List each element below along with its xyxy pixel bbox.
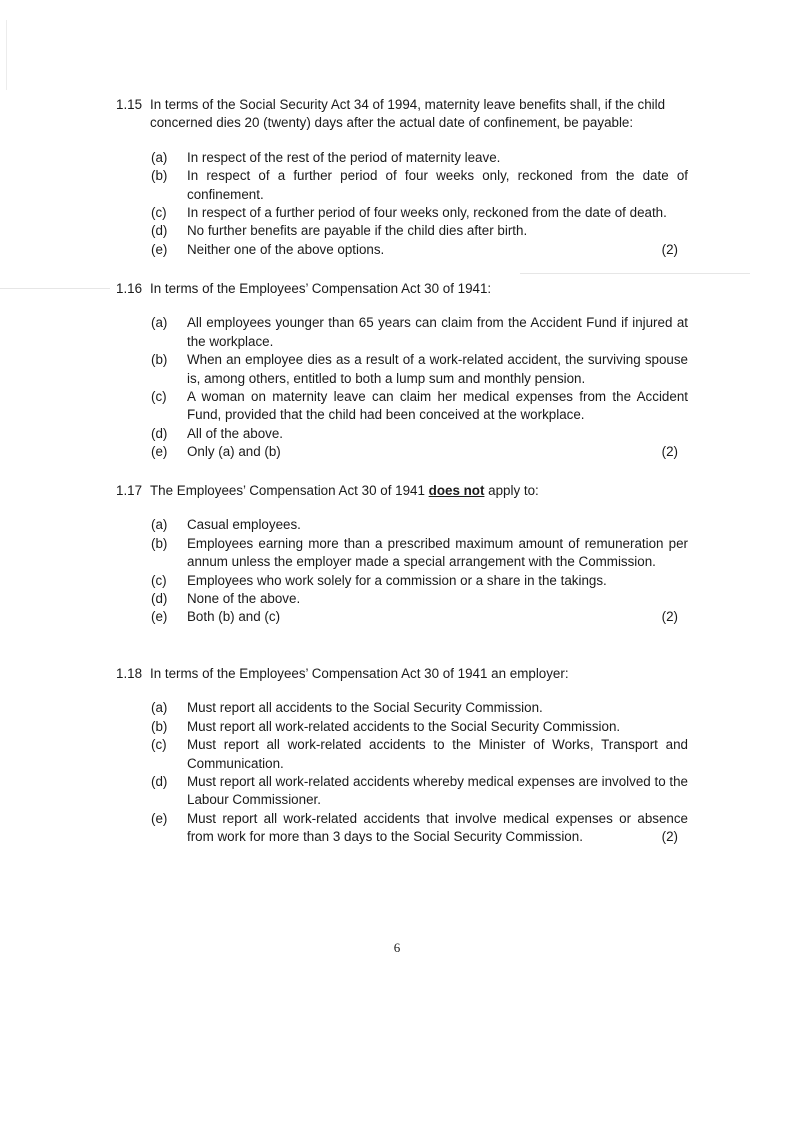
question-text: In terms of the Social Security Act 34 of 1994, maternity leave benefits shall, if the child concerned dies 20 (twenty) days after the actual date of confinement, be payable: (150, 97, 666, 131)
marks-allocation: (2) (661, 444, 678, 460)
options-list (148, 699, 688, 846)
marks-allocation: (2) (661, 241, 678, 257)
option-text: A woman on maternity leave can claim her medical expenses from the Accident Fund, provided that the child had been conceived at the workplace. (187, 389, 688, 423)
option-text: Must report all work-related accidents whereby medical expenses are involved to the Labour Commissioner. (187, 774, 688, 808)
option-d (148, 222, 688, 240)
option-text: In respect of a further period of four weeks only, reckoned from the date of confinement. (187, 168, 688, 202)
option-label: (d) (151, 591, 168, 607)
option-text: All of the above. (187, 425, 284, 441)
option-a (148, 516, 688, 534)
option-d (148, 773, 688, 810)
option-b (148, 351, 688, 388)
emphasis-does-not: does not (428, 483, 485, 498)
option-d (148, 590, 688, 608)
option-text: When an employee dies as a result of a work-related accident, the surviving spouse is, among others, entitled to both a lump sum and monthly pension. (187, 352, 688, 386)
option-label: (e) (151, 444, 168, 460)
option-label: (a) (151, 517, 168, 533)
option-a (148, 699, 688, 717)
option-text: Must report all work-related accidents to the Social Security Commission. (187, 718, 621, 734)
option-c (148, 572, 688, 590)
option-e (148, 241, 688, 259)
option-text: Neither one of the above options. (187, 241, 385, 257)
option-label: (e) (151, 241, 168, 257)
question-1-17 (116, 482, 696, 627)
option-d (148, 425, 688, 443)
option-label: (c) (151, 389, 167, 405)
question-text: In terms of the Employees’ Compensation Act 30 of 1941 an employer: (150, 666, 569, 681)
option-a (148, 314, 688, 351)
question-stem (116, 280, 696, 298)
question-stem (116, 96, 696, 133)
option-text: Must report all work-related accidents to the Minister of Works, Transport and Communication. (187, 737, 688, 771)
options-list (148, 516, 688, 626)
option-text: Casual employees. (187, 517, 301, 533)
option-label: (c) (151, 572, 167, 588)
marks-allocation: (2) (661, 829, 678, 845)
marks-allocation: (2) (661, 609, 678, 625)
option-b (148, 718, 688, 736)
scan-artifact-line (0, 288, 110, 289)
option-label: (d) (151, 425, 168, 441)
option-text: Employees who work solely for a commission or a share in the takings. (187, 572, 607, 588)
question-1-15 (116, 96, 696, 259)
scan-artifact-line (520, 273, 750, 274)
option-text: Only (a) and (b) (187, 444, 281, 460)
options-list (148, 314, 688, 461)
option-c (148, 736, 688, 773)
option-label: (a) (151, 149, 168, 165)
option-a (148, 149, 688, 167)
option-label: (a) (151, 315, 168, 331)
question-number: 1.16 (116, 281, 143, 296)
option-label: (d) (151, 774, 168, 790)
option-text: Must report all work-related accidents that involve medical expenses or absence from work for more than 3 days to the Social Security Commission. (187, 810, 688, 845)
scan-margin-mark (6, 20, 7, 90)
option-e (148, 810, 688, 847)
option-label: (c) (151, 737, 167, 753)
option-label: (e) (151, 810, 168, 826)
question-stem (116, 482, 696, 500)
option-label: (a) (151, 700, 168, 716)
question-stem (116, 665, 696, 683)
question-number: 1.17 (116, 483, 143, 498)
option-text: In respect of a further period of four weeks only, reckoned from the date of death. (187, 205, 667, 221)
option-text: None of the above. (187, 591, 301, 607)
question-number: 1.15 (116, 97, 143, 112)
option-c (148, 388, 688, 425)
option-text: Employees earning more than a prescribed maximum amount of remuneration per annum unless the employer made a special arrangement with the Commission. (187, 535, 688, 570)
option-b (148, 535, 688, 572)
options-list (148, 149, 688, 259)
option-label: (e) (151, 609, 168, 625)
page-number: 6 (393, 940, 401, 955)
option-c (148, 204, 688, 222)
option-label: (b) (151, 718, 168, 734)
option-label: (b) (151, 168, 168, 184)
question-1-18 (116, 665, 696, 847)
option-text: Both (b) and (c) (187, 609, 281, 625)
option-label: (b) (151, 535, 168, 551)
option-label: (c) (151, 205, 167, 221)
option-e (148, 443, 688, 461)
option-text: In respect of the rest of the period of maternity leave. (187, 149, 501, 165)
option-label: (b) (151, 352, 168, 368)
question-text: In terms of the Employees’ Compensation Act 30 of 1941: (150, 281, 492, 296)
question-1-16 (116, 280, 696, 462)
question-text: The Employees’ Compensation Act 30 of 1941 does not apply to: (150, 483, 539, 498)
option-text: All employees younger than 65 years can claim from the Accident Fund if injured at the workplace. (187, 315, 688, 349)
question-number: 1.18 (116, 666, 143, 681)
option-e (148, 608, 688, 626)
option-text: Must report all accidents to the Social Security Commission. (187, 700, 543, 716)
option-text: No further benefits are payable if the child dies after birth. (187, 223, 528, 239)
option-b (148, 167, 688, 204)
option-label: (d) (151, 223, 168, 239)
